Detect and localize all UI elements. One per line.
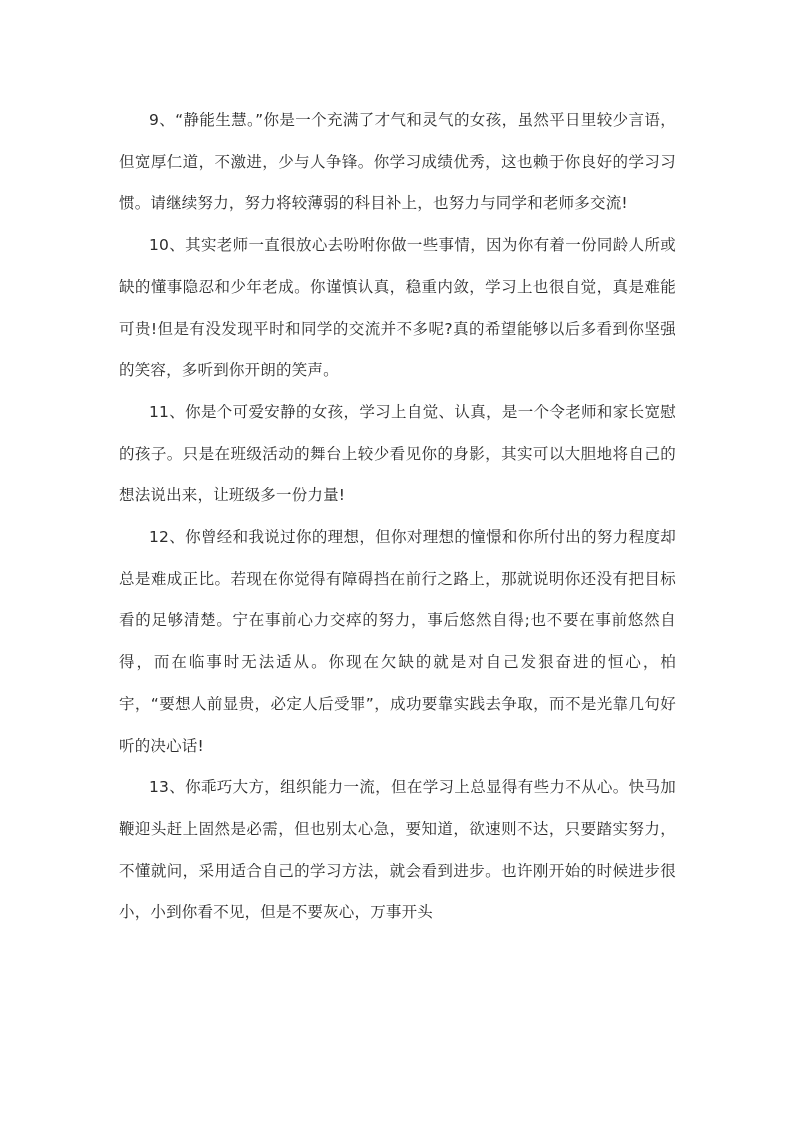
paragraph-9: 9、“静能生慧。”你是一个充满了才气和灵气的女孩，虽然平日里较少言语，但宽厚仁道，不激进，少与人争锋。你学习成绩优秀，这也赖于你良好的学习习惯。请继续努力，努力将较薄弱的科目补上，也努力与同学和老师多交流!	[119, 111, 676, 213]
paragraph-10: 10、其实老师一直很放心去吩咐你做一些事情，因为你有着一份同龄人所或缺的懂事隐忍和少年老成。你谨慎认真，稳重内敛，学习上也很自觉，真是难能可贵!但是有没发现平时和同学的交流并不多呢?真的希望能够以后多看到你坚强的笑容，多听到你开朗的笑声。	[119, 236, 676, 380]
paragraph-12: 12、你曾经和我说过你的理想，但你对理想的憧憬和你所付出的努力程度却总是难成正比。若现在你觉得有障碍挡在前行之路上，那就说明你还没有把目标看的足够清楚。宁在事前心力交瘁的努力，事后悠然自得;也不要在事前悠然自得，而在临事时无法适从。你现在欠缺的就是对自己发狠奋进的恒心，柏宇，“要想人前显贵，必定人后受罪”，成功要靠实践去争取，而不是光靠几句好听的决心话!	[119, 528, 676, 755]
document-body	[119, 100, 676, 934]
paragraph-13: 13、你乖巧大方，组织能力一流，但在学习上总显得有些力不从心。快马加鞭迎头赶上固然是必需，但也别太心急，要知道，欲速则不达，只要踏实努力，不懂就问，采用适合自己的学习方法，就会看到进步。也许刚开始的时候进步很小，小到你看不见，但是不要灰心，万事开头	[119, 778, 676, 922]
paragraph-11: 11、你是个可爱安静的女孩，学习上自觉、认真，是一个令老师和家长宽慰的孩子。只是在班级活动的舞台上较少看见你的身影，其实可以大胆地将自己的想法说出来，让班级多一份力量!	[119, 402, 676, 505]
